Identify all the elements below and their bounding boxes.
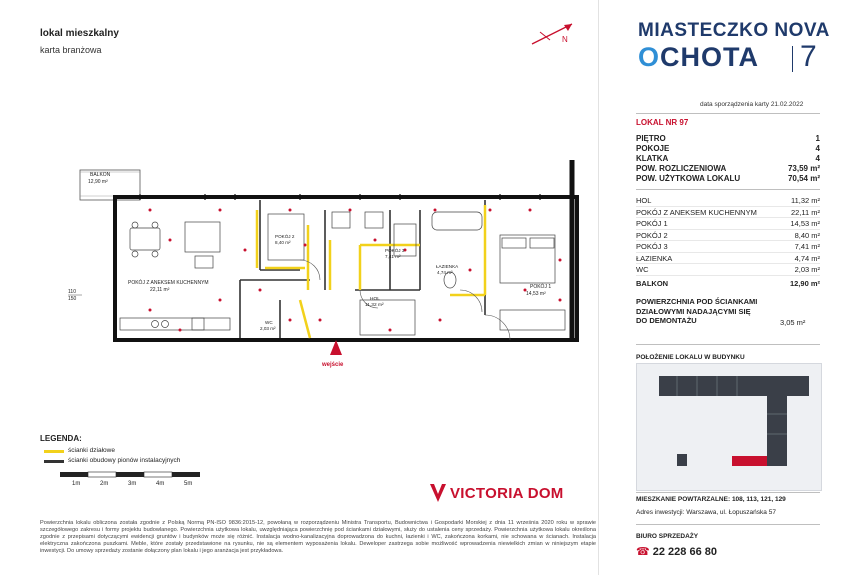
lokal-number: LOKAL NR 97 [636,118,689,127]
legend-installation-swatch [44,460,64,463]
victoria-dom-logo-icon [428,482,448,504]
plan-room3-area: 7,41 m² [385,254,401,259]
scale-bar [60,470,240,480]
north-arrow-icon [528,18,578,48]
balcony-row: BALKON 12,90 m² [636,279,820,288]
scale-label-1: 1m [72,481,81,487]
legend-title: LEGENDA: [40,434,82,443]
sales-phone[interactable]: ☎ 22 228 66 80 [636,546,717,558]
separator [636,492,820,493]
room-row-hall: HOL 11,32 m² [636,196,820,205]
legend-partition-swatch [44,450,64,453]
sales-office-label: BIURO SPRZEDAŻY [636,533,699,540]
partition-note-value: 3,05 m² [780,318,806,327]
plan-room2-area: 8,40 m² [275,240,291,245]
plan-balcony-area: 12,90 m² [88,179,108,185]
summary-billing-area: POW. ROZLICZENIOWA 73,59 m² [636,164,820,173]
room-row-living: POKÓJ Z ANEKSEM KUCHENNYM 22,11 m² [636,207,820,217]
plan-wc-area: 2,03 m² [260,326,276,331]
page-title: lokal mieszkalny [40,28,119,39]
legal-footnote: Powierzchnia lokalu obliczona została zgodnie z Polską Normą PN-ISO 9836:2015-12, powołaną w rozporządzeniu Ministra Transportu, Budownictwa i Gospodarki Morskiej z dnia 11 września 2020 roku w sprawie szczegółowego zakresu i formy projektu budowlanego. Powierzchnia użytkowa lokalu, uwzględniająca powierzchnię pod ściankami działowymi, służy do ustalenia ceny sprzedaży. Powierzchnia użytkowa lokalu określona zgodnie z przepisami dotyczącymi ewidencji gruntów i budynków może się różnić. Instalacja wodno-kanalizacyjna doprowadzona do kuchni, łazienki i WC, zakończona korkami, nie schowana w ścianach. Instalacja elektryczna zakończona puszkami. Meble, które zostały przedstawione na rysunku, nie są elementem wyposażenia lokalu. Deweloper zastrzega sobie możliwość wprowadzenia niewielkich zmian w niniejszym etapie inwestycji. Do umowy sprzedaży zostanie dołączony plan lokalu i jego aranżacja jest przykładowa. [40,520,596,554]
brand-rest: CHOTA [660,42,760,72]
plan-dim-2: 150 [68,296,77,302]
panel-divider [598,0,599,575]
building-location-map [636,363,822,491]
separator [636,113,820,114]
summary-rooms-count: POKOJE 4 [636,144,820,153]
svg-text:N: N [562,35,568,44]
legend-item-installation: ścianki obudowy pionów instalacyjnych [68,457,181,464]
brand-number: 7 [800,40,817,73]
entrance-label: wejście [322,362,344,368]
floor-plan [60,150,590,365]
room-row-bathroom: ŁAZIENKA 4,74 m² [636,253,820,263]
separator [636,524,820,525]
investment-address: Adres inwestycji: Warszawa, ul. Łopuszańska 57 [636,509,776,516]
location-title: POŁOŻENIE LOKALU W BUDYNKU [636,354,745,361]
plan-bath-area: 4,74 m² [437,270,453,275]
room-row-room1: POKÓJ 1 14,53 m² [636,219,820,228]
legend-item-partition: ścianki działowe [68,447,115,454]
plan-room1-label: POKÓJ 1 [530,284,552,290]
plan-balcony-label: BALKON [90,172,111,178]
scale-label-4: 4m [156,481,165,487]
plan-room1-area: 14,53 m² [526,291,546,297]
room-row-room3: POKÓJ 3 7,41 m² [636,242,820,251]
summary-stairwell: KLATKA 4 [636,154,820,163]
room-row-room2: POKÓJ 2 8,40 m² [636,230,820,240]
partition-note: POWIERZCHNIA POD ŚCIANKAMI DZIAŁOWYMI NADAJĄCYMI SIĘ DO DEMONTAŻU [636,297,758,325]
plan-dim-1: 110 [68,289,76,295]
plan-room2-label: POKÓJ 2 [275,234,295,239]
plan-living-label: POKÓJ Z ANEKSEM KUCHENNYM [128,280,209,286]
plan-wc-label: WC [265,320,273,325]
scale-label-3: 3m [128,481,137,487]
developer-logo-text: VICTORIA DOM [450,485,564,502]
room-list [636,195,820,276]
page-subtitle: karta branżowa [40,45,102,55]
card-date: data sporządzenia karty 21.02.2022 [700,101,804,108]
brand-separator [792,46,793,72]
brand-o-letter: O [638,42,661,72]
repeat-apartments: MIESZKANIE POWTARZALNE: 108, 113, 121, 129 [636,496,786,503]
brand-line-1: MIASTECZKO NOVA [638,20,830,41]
room-row-wc: WC 2,03 m² [636,265,820,274]
separator [636,344,820,345]
entrance-arrow-icon [330,340,342,355]
plan-hall-area: 11,32 m² [365,303,384,308]
brand-line-2 [638,42,759,73]
plan-bath-label: ŁAZIENKA [436,264,459,269]
separator [636,189,820,190]
summary-floor: PIĘTRO 1 [636,134,820,143]
summary-usable-area: POW. UŻYTKOWA LOKALU 70,54 m² [636,174,820,183]
building-plan-svg [637,364,821,490]
plan-hall-label: HOL [370,297,380,302]
plan-living-area: 22,11 m² [150,287,170,293]
scale-label-5: 5m [184,481,193,487]
plan-room3-label: POKÓJ 3 [385,248,405,253]
outer-walls [115,197,577,340]
phone-icon: ☎ [636,546,650,558]
scale-label-2: 2m [100,481,109,487]
